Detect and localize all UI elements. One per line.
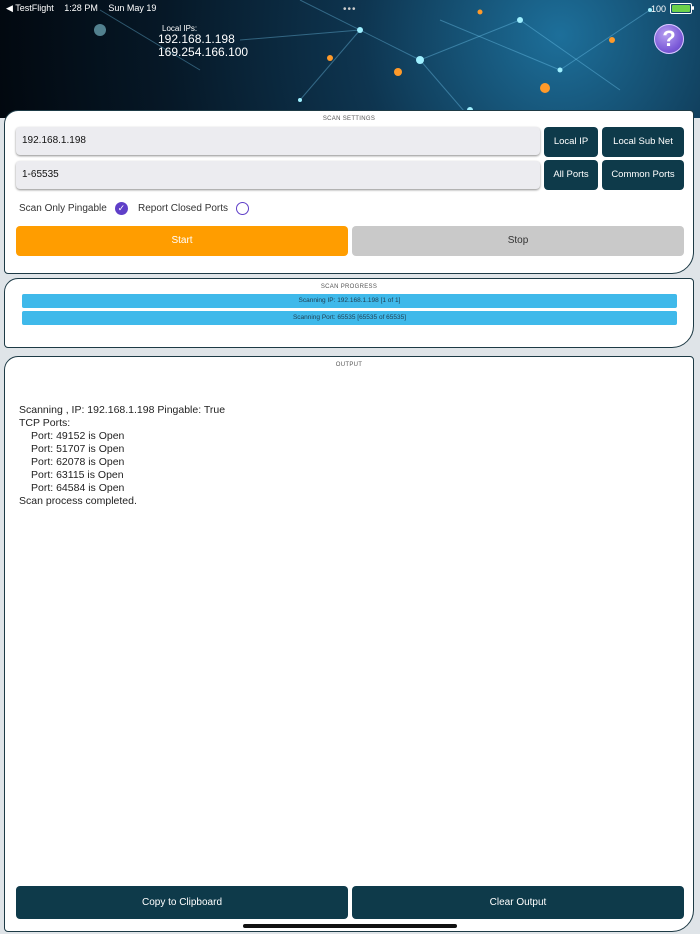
local-ips: [158, 24, 248, 59]
port-progress-bar: [22, 311, 677, 325]
status-bar-right: [651, 3, 692, 14]
all-ports-button[interactable]: All Ports: [544, 160, 598, 190]
battery-percent: 100: [650, 3, 666, 14]
empty-circle-icon[interactable]: [236, 202, 249, 215]
output-line: Port: 51707 is Open: [31, 443, 125, 455]
back-to-app-link[interactable]: ◀ TestFlight: [6, 3, 54, 13]
status-time: 1:28 PM: [64, 3, 98, 13]
multitasking-dots-icon[interactable]: •••: [343, 4, 357, 15]
local-ip-button[interactable]: Local IP: [544, 127, 598, 157]
local-ips-label: Local IPs:: [162, 24, 198, 33]
header-background: [0, 0, 700, 118]
start-button[interactable]: Start: [16, 226, 348, 256]
output-line: Port: 62078 is Open: [31, 456, 125, 468]
report-closed-ports-label: Report Closed Ports: [138, 203, 229, 214]
output-line: Port: 63115 is Open: [31, 469, 124, 481]
stop-button[interactable]: Stop: [352, 226, 684, 256]
ip-address-input[interactable]: 192.168.1.198: [16, 127, 540, 155]
scan-progress-title: SCAN PROGRESS: [320, 284, 378, 290]
common-ports-button[interactable]: Common Ports: [602, 160, 684, 190]
output-title: OUTPUT: [335, 362, 363, 368]
ip-progress-text: Scanning IP: 192.168.1.198 [1 of 1]: [298, 297, 401, 304]
scan-only-pingable-option[interactable]: [19, 202, 128, 215]
status-bar-left: [6, 3, 156, 14]
copy-to-clipboard-button[interactable]: Copy to Clipboard: [16, 886, 348, 919]
checkmark-circle-icon[interactable]: ✓: [115, 202, 128, 215]
ip-progress-bar: [22, 294, 677, 308]
battery-fill: [672, 5, 690, 12]
local-subnet-button[interactable]: Local Sub Net: [602, 127, 684, 157]
battery-icon: [670, 3, 692, 14]
scan-only-pingable-label: Scan Only Pingable: [19, 203, 107, 214]
clear-output-button[interactable]: Clear Output: [352, 886, 684, 919]
port-progress-text: Scanning Port: 65535 [65535 of 65535]: [292, 314, 407, 321]
output-line: Port: 49152 is Open: [31, 430, 125, 442]
local-ip-2: 169.254.166.100: [158, 45, 249, 59]
output-text: [19, 404, 225, 508]
output-line: Scan process completed.: [19, 495, 137, 507]
help-button[interactable]: ?: [654, 24, 684, 54]
scan-settings-title: SCAN SETTINGS: [322, 116, 376, 122]
network-background-image: [0, 0, 700, 118]
output-line: Port: 64584 is Open: [31, 482, 125, 494]
report-closed-ports-option[interactable]: [138, 202, 249, 215]
local-ip-1: 192.168.1.198: [158, 32, 235, 46]
output-line: TCP Ports:: [19, 417, 71, 429]
output-line: Scanning , IP: 192.168.1.198 Pingable: True: [19, 404, 226, 416]
home-indicator[interactable]: [243, 924, 457, 928]
port-range-input[interactable]: 1-65535: [16, 161, 540, 189]
status-date: Sun May 19: [108, 3, 157, 13]
